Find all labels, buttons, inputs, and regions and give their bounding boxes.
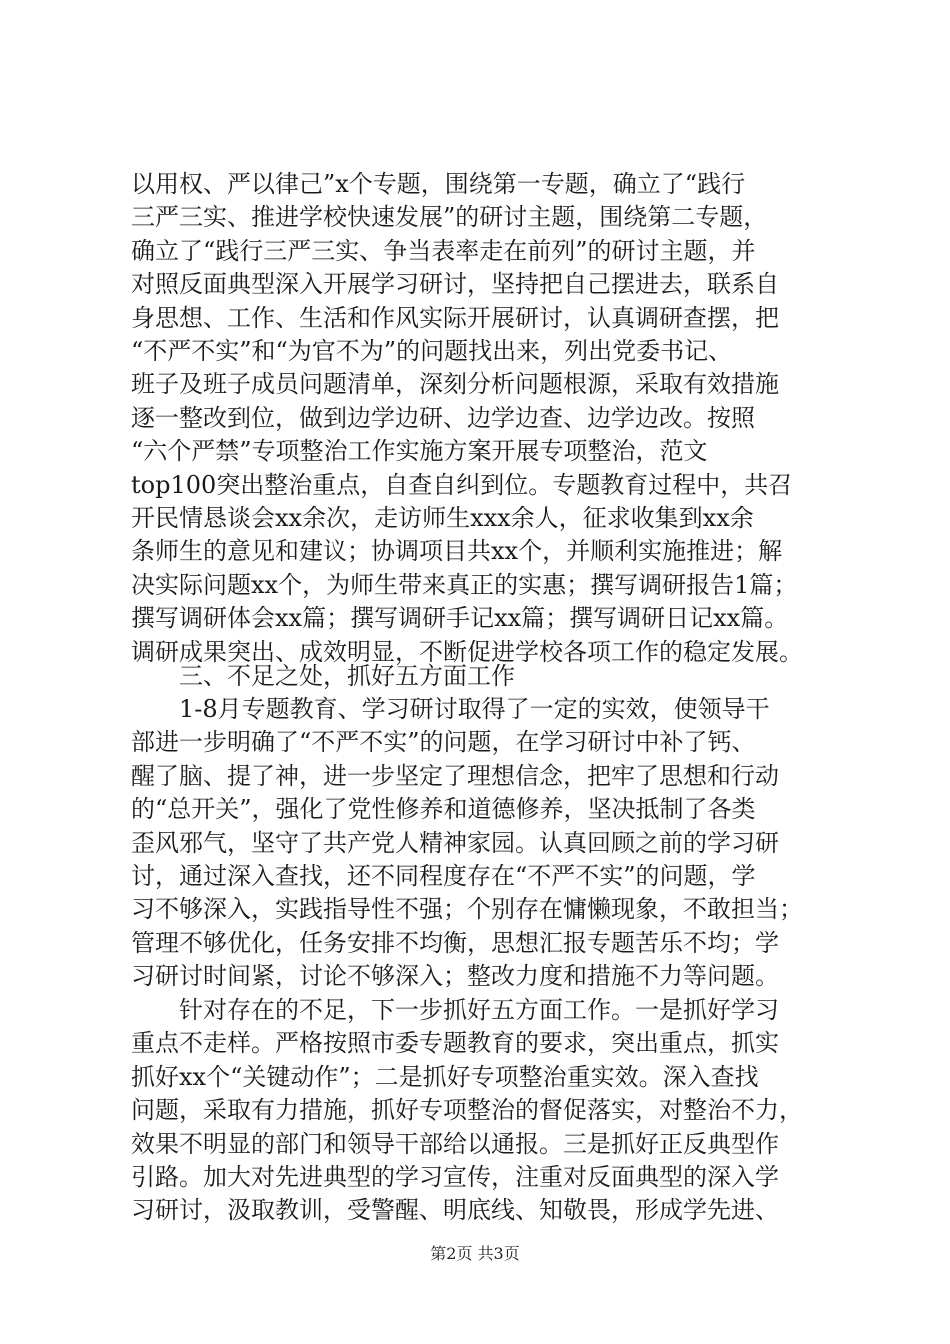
text-line: 抓好xx个“关键动作”；二是抓好专项整治重实效。深入查找 <box>131 1062 759 1091</box>
text-line: top100突出整治重点，自查自纠到位。专题教育过程中，共召 <box>131 470 793 499</box>
text-line: 醒了脑、提了神，进一步坚定了理想信念，把牢了思想和行动 <box>131 761 779 790</box>
text-line: 习研讨，汲取教训，受警醒、明底线、知敬畏，形成学先进、 <box>131 1196 779 1225</box>
text-line: 逐一整改到位，做到边学边研、边学边查、边学边改。按照 <box>131 403 755 432</box>
text-line: 部进一步明确了“不严不实”的问题，在学习研讨中补了钙、 <box>131 728 756 757</box>
text-line: “六个严禁”专项整治工作实施方案开展专项整治，范文 <box>131 437 708 466</box>
text-line: 歪风邪气，坚守了共产党人精神家园。认真回顾之前的学习研 <box>131 828 779 857</box>
text-line: 条师生的意见和建议；协调项目共xx个，并顺利实施推进；解 <box>131 537 783 566</box>
text-line: 班子及班子成员问题清单，深刻分析问题根源，采取有效措施 <box>131 370 779 399</box>
text-line: 习不够深入，实践指导性不强；个别存在慵懒现象，不敢担当； <box>131 895 803 924</box>
text-line: 问题，采取有力措施，抓好专项整治的督促落实，对整治不力， <box>131 1096 803 1125</box>
text-line: 效果不明显的部门和领导干部给以通报。三是抓好正反典型作 <box>131 1129 779 1158</box>
text-line: 三严三实、推进学校快速发展”的研讨主题，围绕第二专题， <box>131 203 768 232</box>
text-line: 对照反面典型深入开展学习研讨，坚持把自己摆进去，联系自 <box>131 270 779 299</box>
text-line: 撰写调研体会xx篇；撰写调研手记xx篇；撰写调研日记xx篇。 <box>131 604 789 633</box>
text-line: “不严不实”和“为官不为”的问题找出来，列出党委书记、 <box>131 337 733 365</box>
text-line: 针对存在的不足，下一步抓好五方面工作。一是抓好学习 <box>179 996 779 1024</box>
text-line: 管理不够优化，任务安排不均衡，思想汇报专题苦乐不均；学 <box>131 928 779 957</box>
text-line: 1-8月专题教育、学习研讨取得了一定的实效，使领导干 <box>179 695 770 723</box>
text-line: 决实际问题xx个，为师生带来真正的实惠；撰写调研报告1篇； <box>131 570 798 599</box>
text-line: 身思想、工作、生活和作风实际开展研讨，认真调研查摆，把 <box>131 303 779 332</box>
text-line: 调研成果突出、成效明显，不断促进学校各项工作的稳定发展。 <box>131 637 803 666</box>
text-line: 确立了“践行三严三实、争当表率走在前列”的研讨主题，并 <box>131 236 756 265</box>
page-footer: 第2页 共3页 <box>430 1244 520 1263</box>
section-heading: 三、不足之处，抓好五方面工作 <box>179 662 515 690</box>
text-line: 讨，通过深入查找，还不同程度存在“不严不实”的问题，学 <box>131 862 756 890</box>
text-line: 引路。加大对先进典型的学习宣传，注重对反面典型的深入学 <box>131 1163 779 1191</box>
text-line: 以用权、严以律己”x个专题，围绕第一专题，确立了“践行 <box>131 170 746 198</box>
text-line: 开民情恳谈会xx余次，走访师生xxx余人，征求收集到xx余 <box>131 504 754 532</box>
text-line: 的“总开关”，强化了党性修养和道德修养，坚决抵制了各类 <box>131 795 756 824</box>
text-line: 习研讨时间紧，讨论不够深入；整改力度和措施不力等问题。 <box>131 962 779 991</box>
text-line: 重点不走样。严格按照市委专题教育的要求，突出重点，抓实 <box>131 1029 779 1058</box>
